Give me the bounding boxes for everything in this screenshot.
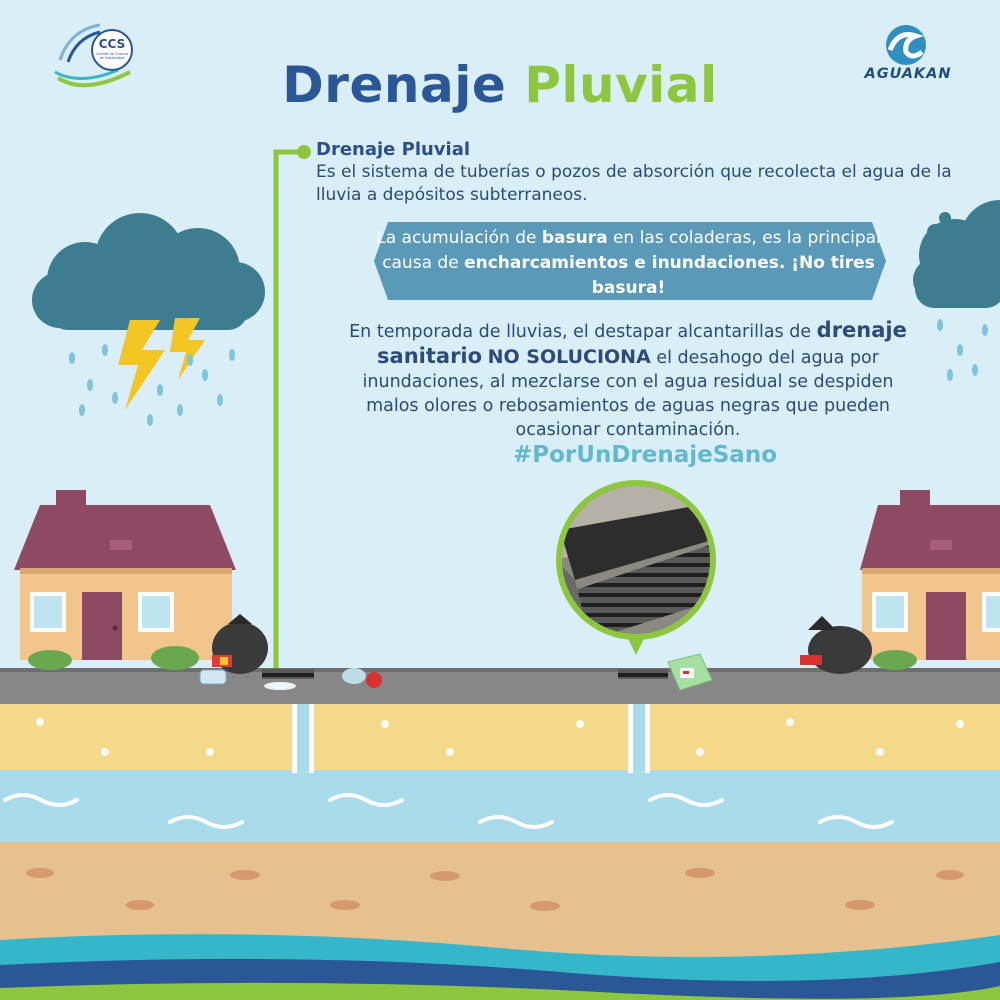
- storm-cloud-icon: [913, 200, 1000, 308]
- banner-bold-2: encharcamientos e inundaciones. ¡No tires basura!: [464, 253, 875, 298]
- warning-text-2: el desahogo del agua por inundaciones, al mezclarse con el agua residual se despiden malos olores o rebosamientos de aguas negras que pueden ocasionar contaminación.: [362, 348, 894, 440]
- definition-block: [316, 138, 976, 207]
- road: [0, 668, 1000, 704]
- rain-drop-icon: [937, 319, 988, 381]
- soil-layer: [0, 703, 1000, 770]
- garbage-bag-icon: [800, 616, 872, 674]
- underground-water: [0, 770, 1000, 842]
- warning-strong: NO SOLUCIONA: [487, 346, 651, 368]
- connector-dot: [297, 145, 311, 159]
- connector-line: [276, 152, 302, 668]
- banner-bold-1: basura: [541, 228, 608, 248]
- drain-photo: [556, 480, 716, 655]
- house-icon: [860, 490, 1000, 670]
- hashtag: #PorUnDrenajeSano: [513, 442, 777, 468]
- banner-text-1: La acumulación de: [376, 228, 542, 248]
- storm-drain-grate-icon: [262, 669, 314, 679]
- storm-cloud-icon: [32, 213, 265, 330]
- ccs-logo-subtitle: Comité de Cuenca de Solidaridad: [95, 52, 129, 60]
- title-word-2: Pluvial: [524, 56, 718, 114]
- warning-big: drenaje sanitario: [377, 318, 907, 368]
- ccs-logo-text: CCS: [98, 37, 126, 51]
- sanitary-drain-warning: [348, 318, 908, 442]
- banner-text-2: en las coladeras, es la principal causa de: [382, 228, 881, 273]
- warning-text-1: En temporada de lluvias, el destapar alcantarillas de: [349, 322, 817, 342]
- title-word-1: Drenaje: [282, 56, 507, 114]
- garbage-warning-banner: [372, 223, 885, 299]
- page-title: [0, 56, 1000, 114]
- house-icon: [14, 490, 236, 670]
- definition-text: Es el sistema de tuberías o pozos de absorción que recolecta el agua de la lluvia a depósitos subterraneos.: [316, 162, 952, 205]
- definition-heading: Drenaje Pluvial: [316, 139, 471, 160]
- aguakan-logo-text: AGUAKAN: [864, 66, 952, 82]
- storm-drain-grate-icon: [618, 669, 668, 679]
